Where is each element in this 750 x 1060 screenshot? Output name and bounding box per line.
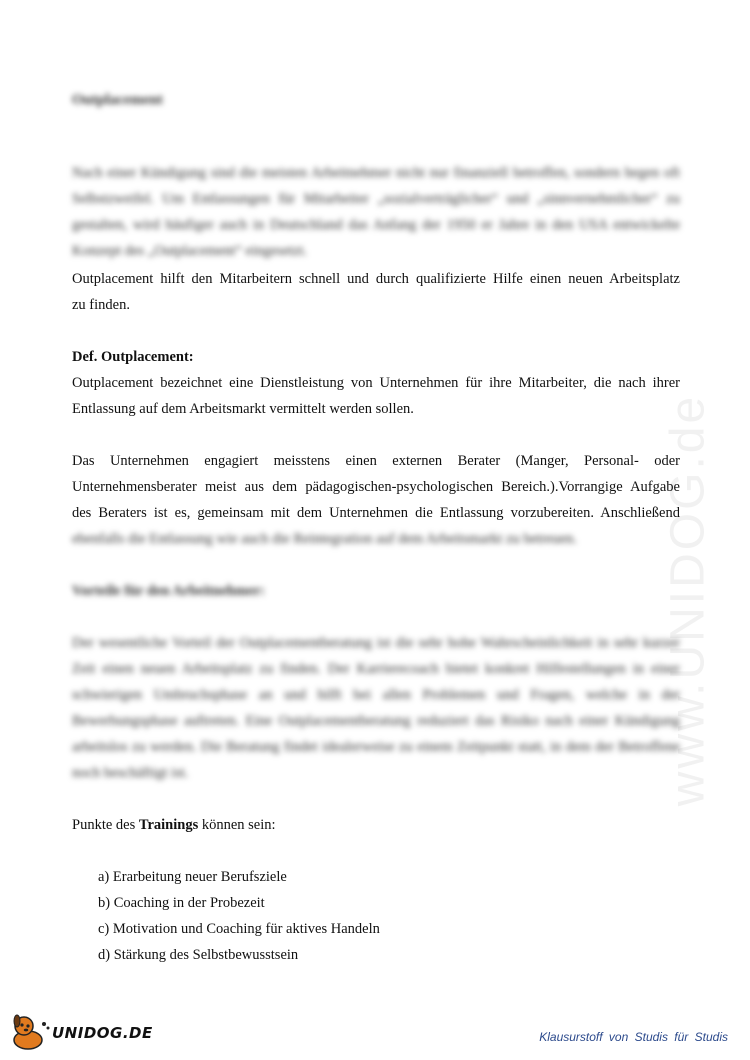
berater-blurred-line: ebenfalls die Entlassung wie auch die Reintegration auf dem Arbeitsmarkt zu betreuen. xyxy=(72,531,577,547)
berater-line-1: Das Unternehmen engagiert meisstens einen externen Berater (Manger, Personal- oder xyxy=(72,453,680,469)
intro-paragraph xyxy=(72,266,680,318)
intro-blurred-paragraph: Nach einer Kündigung sind die meisten Arbeitnehmer nicht nur finanziell betroffen, sondern hegen oft Selbstzweifel. Um Entlassungen für Mitarbeiter „sozialverträglicher“ und „sinnvernehmlicher“ zu gestalten, wird häufiger auch in Deutschland das Anfang der 1950 er Jahre in den USA entwickelte Konzept des „Outplacement“ eingesetzt. xyxy=(72,165,680,259)
definition-line-1: Outplacement bezeichnet eine Dienstleistung von Unternehmen für ihre Mitarbeiter, die nach ihrer xyxy=(72,375,680,391)
logo-text: UNIDOG.DE xyxy=(52,1024,153,1042)
intro-line-1: Outplacement hilft den Mitarbeitern schnell und durch qualifizierte Hilfe einen neuen Arbeitsplatz xyxy=(72,271,680,287)
training-prefix: Punkte des xyxy=(72,817,139,833)
vorteile-paragraph: Der wesentliche Vorteil der Outplacementberatung ist die sehr hohe Wahrscheinlichkeit in sehr kurzer Zeit einen neuen Arbeitsplatz zu finden. Der Karrierecoach bietet konkret Hilfestellungen in einer schwierigen Umbruchsphase an und hilft bei allen Problemen und Fragen, welche in der Bewerbungsphase auftreten. Eine Outplacementberatung reduziert das Risiko nach einer Kündigung arbeitslos zu werden. Die Beratung findet idealerweise zu einem Zeitpunkt statt, in dem der Betroffene noch beschäftigt ist. xyxy=(72,635,680,781)
training-suffix: können sein: xyxy=(198,817,276,833)
document-title: Outplacement xyxy=(72,92,163,108)
unidog-logo xyxy=(8,1010,158,1052)
training-bold-word: Trainings xyxy=(138,817,199,833)
definition-line-2: Entlassung auf dem Arbeitsmarkt vermittelt werden sollen. xyxy=(72,401,414,417)
definition-paragraph xyxy=(72,370,680,422)
training-list xyxy=(98,864,380,968)
list-item: d) Stärkung des Selbstbewusstsein xyxy=(98,947,299,963)
list-item: c) Motivation und Coaching für aktives Handeln xyxy=(98,921,380,937)
footer-slogan: Klausurstoff von Studis für Studis xyxy=(539,1030,728,1044)
dog-mascot-icon xyxy=(8,1010,52,1052)
vorteile-heading: Vorteile für den Arbeitnehmer: xyxy=(72,583,265,599)
list-item: b) Coaching in der Probezeit xyxy=(98,895,265,911)
intro-line-2: zu finden. xyxy=(72,297,130,313)
berater-line-2: Unternehmensberater meist aus dem pädagogischen-psychologischen Bereich.).Vorrangige Aufgabe xyxy=(72,479,680,495)
watermark: www.UNIDOG.de xyxy=(661,393,715,807)
training-intro xyxy=(72,812,680,838)
list-item: a) Erarbeitung neuer Berufsziele xyxy=(98,869,287,885)
berater-line-3: des Beraters ist es, gemeinsam mit dem Unternehmen die Entlassung vorzubereiten. Anschließend xyxy=(72,505,680,521)
berater-paragraph xyxy=(72,448,680,552)
definition-heading: Def. Outplacement: xyxy=(72,349,194,365)
